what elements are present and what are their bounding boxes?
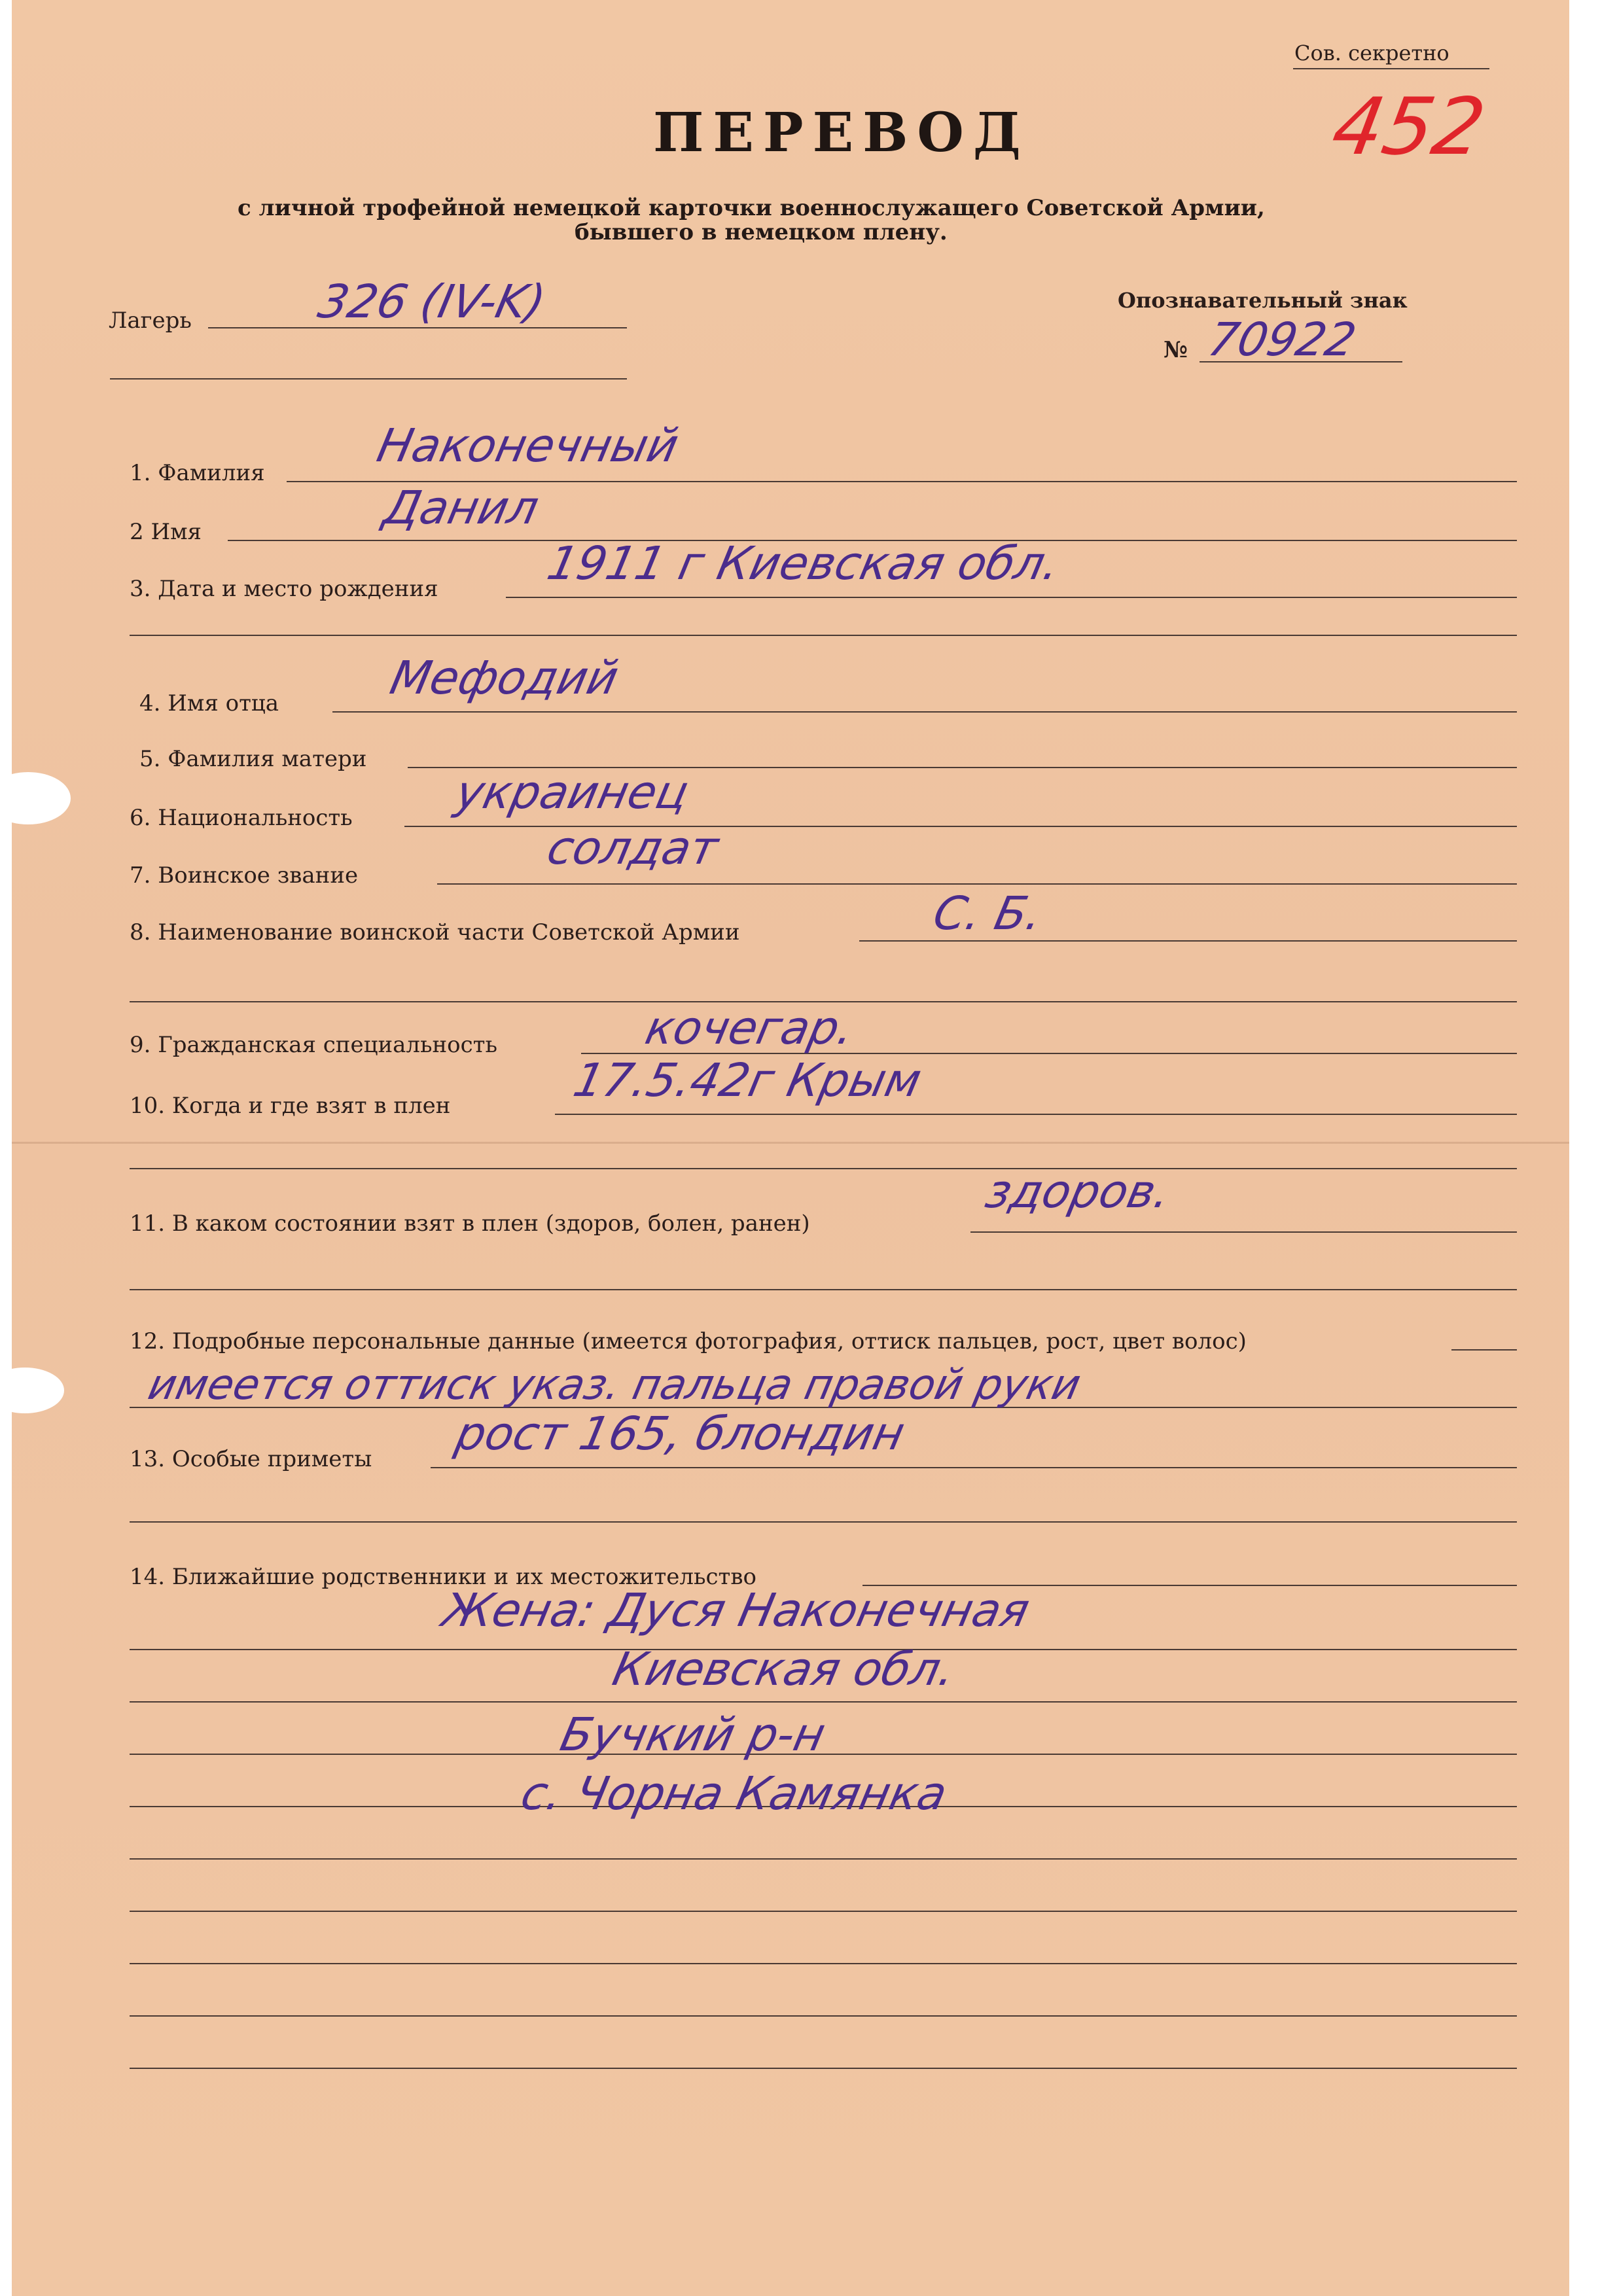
field-line: [555, 1114, 1517, 1115]
field-nationality-value: украинец: [451, 766, 694, 819]
field-unit-value: С. Б.: [929, 887, 1048, 940]
field-captured-value: 17.5.42г Крым: [569, 1053, 927, 1107]
field-line: [130, 2015, 1517, 2017]
document-page: [12, 0, 1569, 2296]
field-profession-label: 9. Гражданская специальность: [130, 1032, 497, 1058]
subtitle-line-2: бывшего в немецком плену.: [575, 219, 948, 245]
field-line: [130, 1963, 1517, 1964]
field-father-label: 4. Имя отца: [139, 690, 279, 716]
field-relatives-label: 14. Ближайшие родственники и их местожительство: [130, 1564, 756, 1590]
id-sign-label: Опознавательный знак: [1118, 288, 1408, 313]
subtitle-line-1: с личной трофейной немецкой карточки военнослужащего Советской Армии,: [238, 195, 1265, 221]
field-name-value: Данил: [379, 481, 544, 535]
field-birth-label: 3. Дата и место рождения: [130, 576, 438, 602]
secret-stamp: Сов. секретно: [1294, 41, 1449, 65]
field-line: [859, 940, 1517, 942]
field-surname-value: Наконечный: [372, 419, 684, 472]
relatives-line-3: Бучкий р-н: [556, 1708, 830, 1761]
field-condition-label: 11. В каком состоянии взят в плен (здоров, болен, ранен): [130, 1210, 810, 1237]
torn-hole: [12, 1368, 64, 1413]
fold-line: [12, 1142, 1569, 1144]
field-line: [130, 1168, 1517, 1169]
field-rank-label: 7. Воинское звание: [130, 862, 359, 889]
id-value: 70922: [1203, 313, 1361, 366]
id-no-label: №: [1164, 337, 1188, 363]
field-unit-label: 8. Наименование воинской части Советской Армии: [130, 919, 740, 945]
page-title: ПЕРЕВОД: [653, 101, 1030, 164]
field-nationality-label: 6. Национальность: [130, 805, 353, 831]
field-mother-label: 5. Фамилия матери: [139, 746, 367, 772]
field-birth-value: 1911 г Киевская обл.: [542, 537, 1065, 590]
relatives-line-1: Жена: Дуся Наконечная: [438, 1583, 1035, 1637]
field-name-label: 2 Имя: [130, 519, 202, 545]
field-line: [1451, 1349, 1517, 1351]
field-line: [130, 1289, 1517, 1290]
relatives-line-4: с. Чорна Камянка: [516, 1767, 952, 1820]
field-line: [332, 711, 1517, 713]
field-line: [130, 1701, 1517, 1703]
field-marks-label: 13. Особые приметы: [130, 1446, 372, 1472]
camp-label: Лагерь: [109, 308, 192, 334]
field-line: [130, 635, 1517, 636]
field-personal-value: имеется оттиск указ. пальца правой руки: [144, 1361, 1085, 1409]
field-line: [130, 1911, 1517, 1912]
field-line: [437, 883, 1517, 885]
secret-underline: [1293, 68, 1489, 69]
field-condition-value: здоров.: [981, 1165, 1175, 1218]
field-line: [431, 1467, 1517, 1468]
relatives-line-2: Киевская обл.: [608, 1642, 961, 1696]
field-rank-value: солдат: [542, 821, 723, 875]
field-surname-label: 1. Фамилия: [130, 460, 265, 486]
field-line: [506, 597, 1517, 598]
torn-hole: [12, 772, 71, 824]
field-profession-value: кочегар.: [641, 1001, 859, 1055]
field-line: [130, 1858, 1517, 1860]
field-captured-label: 10. Когда и где взят в плен: [130, 1093, 451, 1119]
field-line: [130, 2068, 1517, 2069]
field-line: [970, 1231, 1517, 1233]
field-marks-value: рост 165, блондин: [451, 1407, 910, 1460]
field-personal-label: 12. Подробные персональные данные (имеется фотография, оттиск пальцев, рост, цвет волос): [130, 1328, 1247, 1354]
camp-line-2: [110, 378, 627, 380]
archive-number: 452: [1325, 82, 1492, 173]
field-line: [130, 1754, 1517, 1755]
field-father-value: Мефодий: [385, 651, 624, 705]
camp-value: 326 (IV-K): [313, 275, 550, 328]
field-line: [130, 1521, 1517, 1523]
